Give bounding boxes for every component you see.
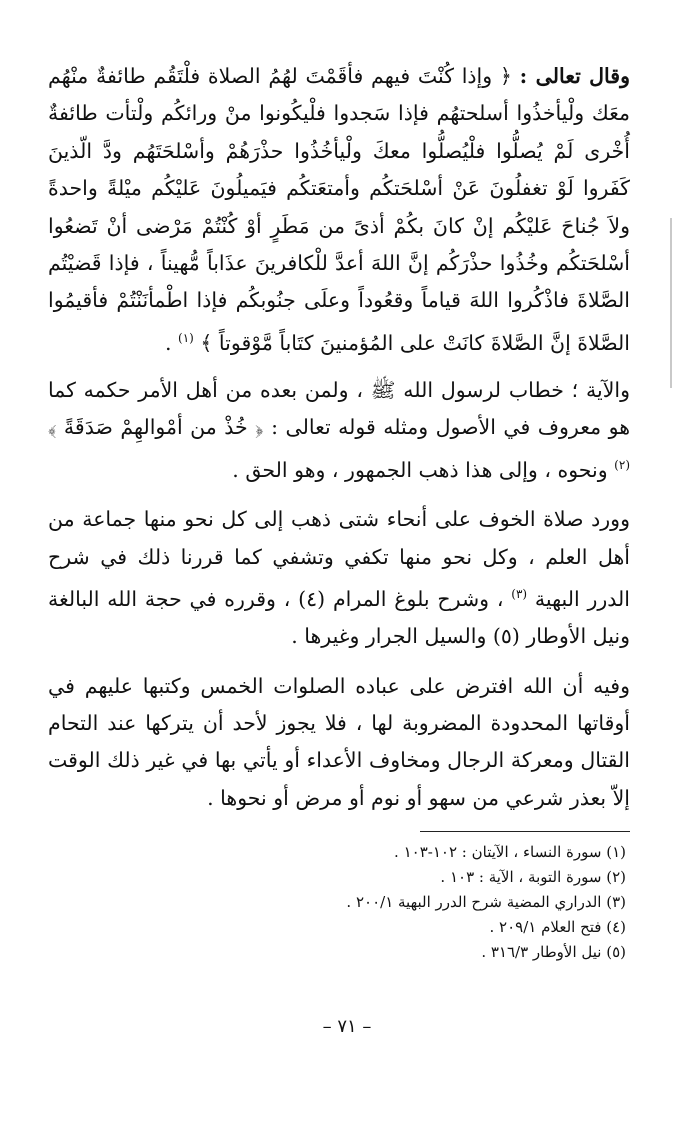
page-number: – ٧١ – xyxy=(322,1016,372,1037)
footnote-ref-2: (٢) xyxy=(614,457,630,472)
paragraph-obligation xyxy=(48,668,630,818)
paragraph-address xyxy=(48,372,630,489)
scan-edge-mark xyxy=(670,218,672,388)
footnote-2: (٢) سورة التوبة ، الآية : ١٠٣ . xyxy=(440,868,626,887)
paragraph-lead: وقال تعالى : xyxy=(519,64,631,88)
footnote-4: (٤) فتح العلام ٢٠٩/١ . xyxy=(489,918,626,937)
page-body xyxy=(48,58,630,965)
footnote-5: (٥) نيل الأوطار ٣١٦/٣ . xyxy=(481,943,626,962)
paragraph-text: وفيه أن الله افترض على عباده الصلوات الخمس وكتبها عليهم في أوقاتها المحدودة المضروبة لها ، فلا يجوز لأحد أن يتركها عند التحام القتال ومعركة الرجال ومخاوف الأعداء أو يأتي بها في غير ذلك الوقت إلاّ بعذر شرعي من سهو أو نوم أو مرض أو نحوها . xyxy=(48,673,630,810)
footnote-3: (٣) الدراري المضية شرح الدرر البهية ٢٠٠/١ . xyxy=(346,893,626,912)
paragraph-quran-verse xyxy=(48,58,630,362)
footnote-ref-1: (١) xyxy=(178,330,194,345)
paragraph-tail: ونحوه ، وإلى هذا ذهب الجمهور ، وهو الحق . xyxy=(232,457,615,482)
footnote-1: (١) سورة النساء ، الآيتان : ١٠٢-١٠٣ . xyxy=(394,843,626,862)
paragraph-fear-prayer xyxy=(48,501,630,655)
paragraph-text: والآية ؛ خطاب لرسول الله ﷺ ، ولمن بعده من أهل الأمر حكمه كما هو معروف في الأصول ومثله قوله تعالى : ﴿ خُذْ من أمْوالهِمْ صَدَقَةً ﴾ xyxy=(48,378,630,440)
paragraph-tail: . xyxy=(164,330,179,355)
paragraph-text: وورد صلاة الخوف على أنحاء شتى ذهب إلى كل نحو منها جماعة من أهل العلم ، وكل نحو منها تكفي وتشفي كما قررنا ذلك في شرح الدرر البهية xyxy=(48,507,630,611)
footnote-ref-3: (٣) xyxy=(511,586,528,601)
footnotes xyxy=(48,840,630,965)
paragraph-tail: ، وشرح بلوغ المرام (٤) ، وقرره في حجة الله البالغة ونيل الأوطار (٥) والسيل الجرار وغيرها . xyxy=(48,586,630,649)
footnote-divider xyxy=(420,831,630,832)
verse-text: ﴿ وإذا كُنْتَ فيهم فأقَمْتَ لهُمُ الصلاة فلْتَقُم طائفةٌ منْهُم معَك ولْيأخذُوا أسلحتهُم فإذا سَجدوا فلْيكُونوا منْ ورائكُم ولْتأت طائفةٌ أُخْرى لَمْ يُصلُّوا فلْيُصلُّوا معكَ ولْيأخُذُوا حذْرَهُمْ وأسْلحَتَهُم ودَّ الّذينَ كَفَروا لَوْ تغفلُونَ عَنْ أسْلحَتكُم وأمتعَتكُم فيَميلُونَ عَليْكُم ميْلةً واحدةً ولاَ جُناحَ عَليْكُم إنْ كانَ بكُمْ أذىً من مَطَرٍ أوْ كُنْتُمْ مَرْضى أنْ تَضعُوا أسْلحَتكُم وخُذُوا حذْرَكُم إنَّ اللهَ أعدَّ للْكافرينَ عذَاباً مُّهيناً ، فإذا قَضيْتُم الصَّلاةَ فاذْكُروا اللهَ قياماً وقعُوداً وعلَى جنُوبكُم فإذا اطْمأنَنْتُمْ فأقيمُوا الصَّلاةَ إنَّ الصَّلاةَ كانَتْ على المُؤمنينَ كتَاباً مَّوْقوتاً ﴾ xyxy=(48,64,630,355)
